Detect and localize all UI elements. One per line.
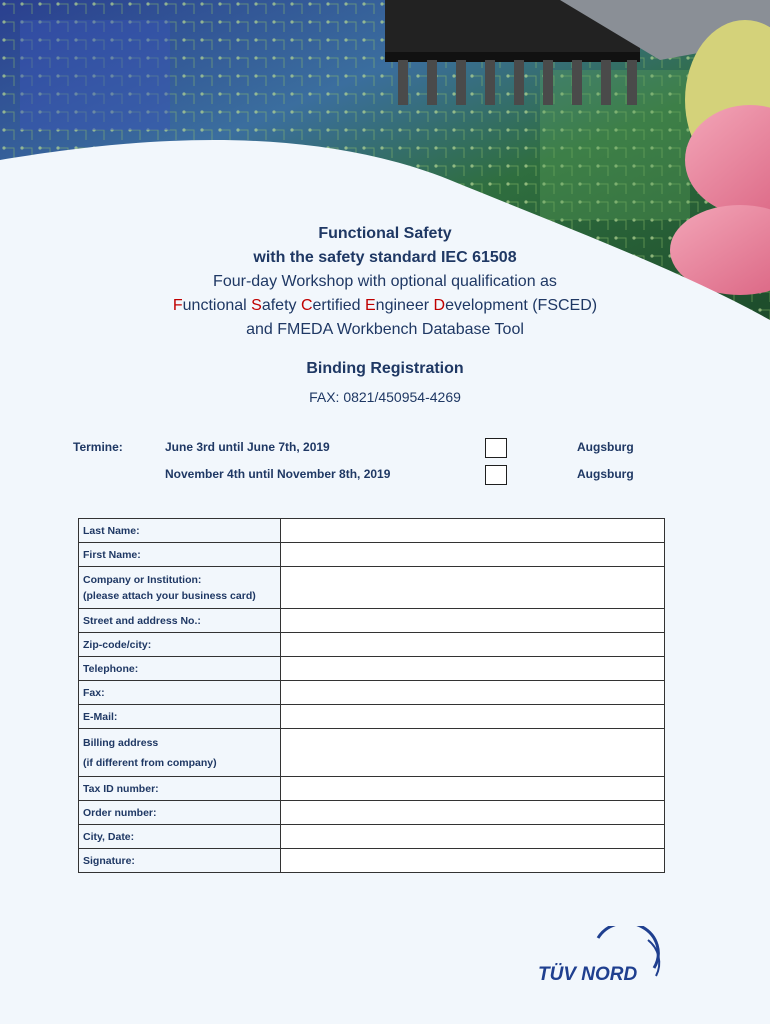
company-sublabel: (please attach your business card) (83, 589, 256, 602)
date-option-2: November 4th until November 8th, 2019 (165, 467, 391, 481)
order-number-label: Order number: (79, 801, 281, 825)
date-option-2-checkbox[interactable] (485, 465, 507, 485)
fax-number: FAX: 0821/450954-4269 (309, 389, 461, 405)
form-row (79, 705, 665, 729)
signature-input[interactable] (281, 856, 664, 868)
highlight-letter: F (172, 297, 183, 314)
telephone-label: Telephone: (79, 657, 281, 681)
company-label: Company or Institution: (83, 573, 202, 586)
billing-label: Billing address (83, 736, 159, 749)
city-date-label: City, Date: (79, 825, 281, 849)
tax-id-input[interactable] (281, 784, 664, 796)
form-row (79, 681, 665, 705)
email-cell (281, 705, 665, 729)
highlight-letter: S (251, 297, 262, 314)
subtitle-word-part: evelopment (FSCED) (445, 297, 598, 314)
subtitle-line-1: Four-day Workshop with optional qualification as (213, 273, 557, 290)
form-row (79, 849, 665, 873)
first-name-label: First Name: (79, 543, 281, 567)
form-row (79, 519, 665, 543)
email-label: E-Mail: (79, 705, 281, 729)
date-option-1-location: Augsburg (577, 440, 634, 454)
company-input[interactable] (281, 583, 664, 595)
last-name-label: Last Name: (79, 519, 281, 543)
form-row (79, 633, 665, 657)
street-label: Street and address No.: (79, 609, 281, 633)
date-option-1: June 3rd until June 7th, 2019 (165, 440, 330, 454)
subtitle-line-3: and FMEDA Workbench Database Tool (246, 321, 524, 338)
title-line-1: Functional Safety (318, 225, 452, 242)
form-row (79, 609, 665, 633)
order-number-cell (281, 801, 665, 825)
fax-cell (281, 681, 665, 705)
form-row (79, 657, 665, 681)
subtitle-line-2 (0, 294, 770, 318)
zip-city-label: Zip-code/city: (79, 633, 281, 657)
fax-input[interactable] (281, 688, 664, 700)
form-row (79, 777, 665, 801)
billing-sublabel: (if different from company) (83, 756, 217, 769)
highlight-letter: C (300, 297, 313, 314)
company-cell (281, 567, 665, 609)
title-block (0, 222, 770, 342)
logo-wordmark: TÜV NORD (538, 964, 638, 985)
email-input[interactable] (281, 712, 664, 724)
subtitle-word-part: afety (261, 297, 301, 314)
registration-form (78, 518, 665, 873)
street-cell (281, 609, 665, 633)
subtitle-word-part: ertified (312, 297, 365, 314)
tax-id-cell (281, 777, 665, 801)
signature-cell (281, 849, 665, 873)
subtitle-word-part: ngineer (375, 297, 434, 314)
tuv-nord-logo (536, 926, 662, 986)
last-name-cell (281, 519, 665, 543)
first-name-cell (281, 543, 665, 567)
tax-id-label: Tax ID number: (79, 777, 281, 801)
form-row (79, 825, 665, 849)
order-number-input[interactable] (281, 808, 664, 820)
zip-city-input[interactable] (281, 640, 664, 652)
fax-label: Fax: (79, 681, 281, 705)
title-line-2: with the safety standard IEC 61508 (253, 249, 517, 266)
telephone-input[interactable] (281, 664, 664, 676)
form-row (79, 729, 665, 777)
form-row (79, 543, 665, 567)
billing-address-input[interactable] (281, 748, 664, 760)
binding-registration-heading: Binding Registration (306, 360, 464, 377)
date-option-1-checkbox[interactable] (485, 438, 507, 458)
billing-cell (281, 729, 665, 777)
signature-label: Signature: (79, 849, 281, 873)
telephone-cell (281, 657, 665, 681)
city-date-input[interactable] (281, 832, 664, 844)
zip-city-cell (281, 633, 665, 657)
form-row (79, 567, 665, 609)
company-label-cell (79, 567, 281, 609)
street-input[interactable] (281, 616, 664, 628)
highlight-letter: D (433, 297, 446, 314)
first-name-input[interactable] (281, 550, 664, 562)
date-option-2-location: Augsburg (577, 467, 634, 481)
termine-label: Termine: (73, 440, 123, 454)
billing-label-cell (79, 729, 281, 777)
city-date-cell (281, 825, 665, 849)
highlight-letter: E (365, 297, 376, 314)
subtitle-word-part: unctional (182, 297, 252, 314)
last-name-input[interactable] (281, 526, 664, 538)
form-row (79, 801, 665, 825)
